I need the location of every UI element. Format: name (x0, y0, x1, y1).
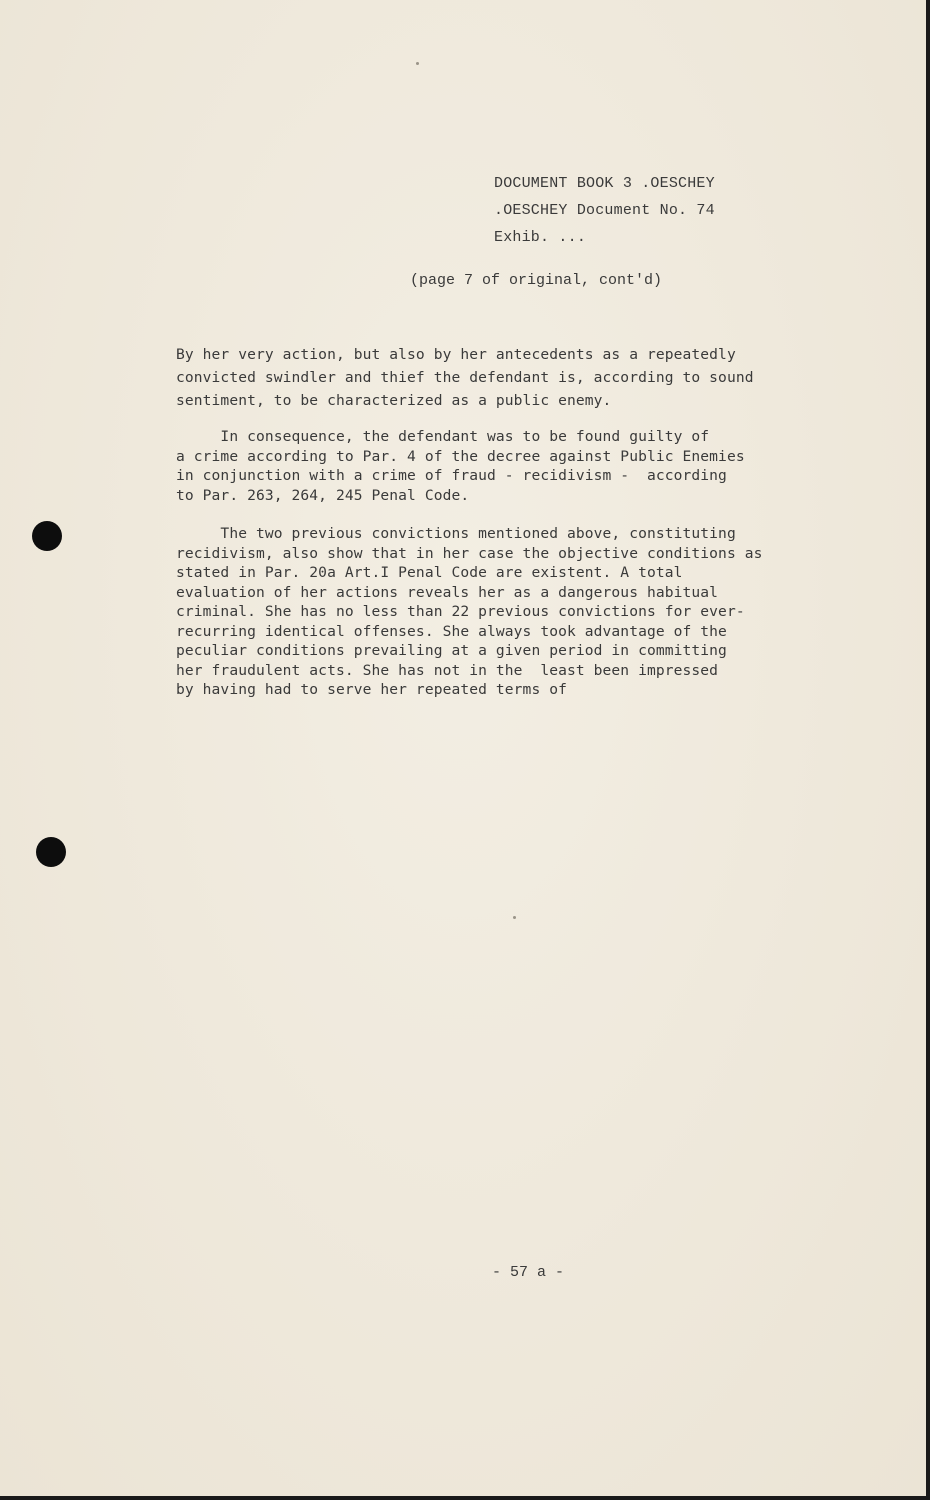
header-exhibit-line: Exhib. ... (494, 229, 587, 246)
paragraph-2: In consequence, the defendant was to be found guilty of a crime according to Par. 4 of the decree against Public Enemies in conjunction with a crime of fraud - recidivism - according to Par. 263, 264, 245 Penal Code. (176, 428, 745, 504)
page-number: - 57 a - (492, 1264, 565, 1281)
header-document-line: .OESCHEY Document No. 74 (494, 202, 715, 219)
paragraph-1: By her very action, but also by her antecedents as a repeatedly convicted swindler and thief the defendant is, according to sound sentiment, to be characterized as a public enemy. (176, 346, 754, 409)
punch-hole-top (32, 521, 62, 551)
header-book-line: DOCUMENT BOOK 3 .OESCHEY (494, 175, 715, 192)
paper-speck (416, 62, 419, 65)
document-header (494, 170, 715, 251)
paper-speck (513, 916, 516, 919)
paragraph-3: The two previous convictions mentioned above, constituting recidivism, also show that in her case the objective conditions as stated in Par. 20a Art.I Penal Code are existent. A total evaluation of her actions reveals her as a dangerous habitual criminal. She has no less than 22 previous convictions for ever- recurring identical offenses. She always took advantage of the peculiar conditions prevailing at a given period in committing her fraudulent acts. She has not in the least been impressed by having had to serve her repeated terms of (176, 525, 763, 698)
punch-hole-bottom (36, 837, 66, 867)
page-reference: (page 7 of original, cont'd) (410, 272, 663, 289)
